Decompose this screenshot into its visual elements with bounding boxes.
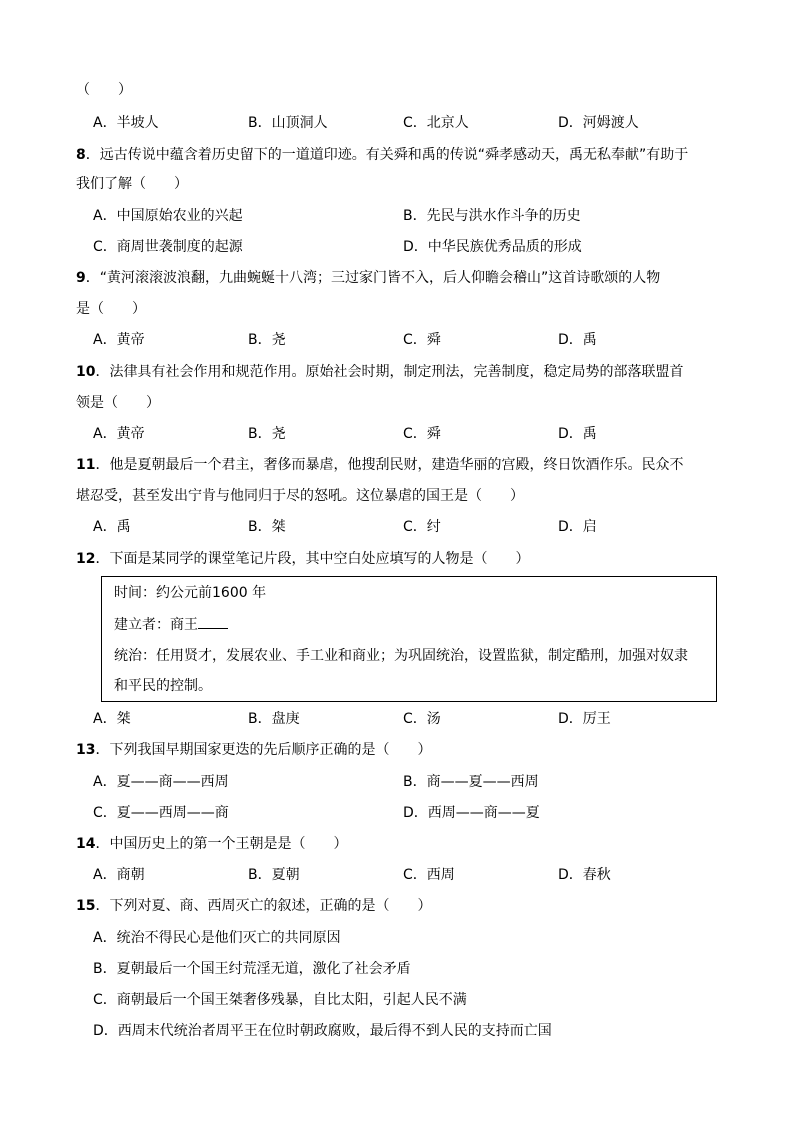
q15-stem-line1: ．下列对夏、商、西周灭亡的叙述，正确的是（ ） <box>95 898 432 914</box>
q12-option-b[interactable]: B．盘庚 <box>248 711 300 727</box>
q15-stem <box>76 896 431 916</box>
q14-option-a[interactable]: A．商朝 <box>93 867 145 883</box>
q14-stem <box>76 834 347 854</box>
q14-number: 14 <box>76 836 96 852</box>
q10-option-c[interactable]: C．舜 <box>403 426 441 442</box>
q8-stem <box>76 145 688 165</box>
note-rule-line2: 和平民的控制。 <box>114 678 212 694</box>
q11-option-a[interactable]: A．禹 <box>93 519 131 535</box>
q13-option-d[interactable]: D．西周——商——夏 <box>403 805 540 821</box>
q8-option-c[interactable]: C．商周世袭制度的起源 <box>93 239 243 255</box>
q9-option-c[interactable]: C．舜 <box>403 332 441 348</box>
q9-number: 9 <box>76 270 86 286</box>
q13-option-a[interactable]: A．夏——商——西周 <box>93 774 229 790</box>
q9-option-b[interactable]: B．尧 <box>248 332 286 348</box>
q15-option-b[interactable]: B．夏朝最后一个国王纣荒淫无道，激化了社会矛盾 <box>93 961 411 977</box>
q11-option-d[interactable]: D．启 <box>558 519 597 535</box>
q13-number: 13 <box>76 742 96 758</box>
q11-stem-line2: 堪忍受，甚至发出宁肯与他同归于尽的怒吼。这位暴虐的国王是（ ） <box>76 488 524 504</box>
q8-option-d[interactable]: D．中华民族优秀品质的形成 <box>403 239 582 255</box>
q7-option-b[interactable]: B．山顶洞人 <box>248 115 328 131</box>
q14-option-b[interactable]: B．夏朝 <box>248 867 300 883</box>
q7-bracket: （ ） <box>76 82 132 98</box>
note-founder-row <box>114 614 228 635</box>
q14-stem-line1: ．中国历史上的第一个王朝是是（ ） <box>95 836 348 852</box>
fill-in-blank[interactable] <box>198 614 228 629</box>
note-founder: 建立者：商王 <box>114 617 198 633</box>
q7-option-c[interactable]: C．北京人 <box>403 115 469 131</box>
q11-stem <box>76 455 683 475</box>
q12-option-d[interactable]: D．厉王 <box>558 711 611 727</box>
q8-number: 8 <box>76 147 86 163</box>
q11-number: 11 <box>76 457 96 473</box>
q14-option-d[interactable]: D．春秋 <box>558 867 611 883</box>
q8-stem-line2: 我们了解（ ） <box>76 176 188 192</box>
q8-option-b[interactable]: B．先民与洪水作斗争的历史 <box>403 208 581 224</box>
q10-number: 10 <box>76 364 96 380</box>
q12-option-a[interactable]: A．桀 <box>93 711 131 727</box>
q9-stem <box>76 268 660 288</box>
q10-option-d[interactable]: D．禹 <box>558 426 597 442</box>
q12-option-c[interactable]: C．汤 <box>403 711 441 727</box>
q12-stem <box>76 549 529 569</box>
q15-option-d[interactable]: D．西周末代统治者周平王在位时朝政腐败，最后得不到人民的支持而亡国 <box>93 1023 552 1039</box>
q7-option-a[interactable]: A．半坡人 <box>93 115 159 131</box>
q9-stem-line2: 是（ ） <box>76 301 146 317</box>
q13-option-c[interactable]: C．夏——西周——商 <box>93 805 229 821</box>
class-notes-box <box>101 576 717 702</box>
q9-option-d[interactable]: D．禹 <box>558 332 597 348</box>
q13-stem-line1: ．下列我国早期国家更迭的先后顺序正确的是（ ） <box>95 742 432 758</box>
q9-option-a[interactable]: A．黄帝 <box>93 332 145 348</box>
q7-option-d[interactable]: D．河姆渡人 <box>558 115 639 131</box>
q11-option-b[interactable]: B．桀 <box>248 519 286 535</box>
q12-stem-line1: ．下面是某同学的课堂笔记片段，其中空白处应填写的人物是（ ） <box>95 551 530 567</box>
q10-stem-line1: ．法律具有社会作用和规范作用。原始社会时期，制定刑法，完善制度，稳定局势的部落联盟首 <box>95 364 684 380</box>
q9-stem-line1: ．“黄河滚滚波浪翻，九曲蜿蜒十八湾；三过家门皆不入，后人仰瞻会稽山”这首诗歌颂的人物 <box>85 270 661 286</box>
q15-number: 15 <box>76 898 96 914</box>
q10-stem-line2: 领是（ ） <box>76 395 160 411</box>
q15-option-c[interactable]: C．商朝最后一个国王桀奢侈残暴，自比太阳，引起人民不满 <box>93 992 467 1008</box>
note-time: 时间：约公元前1600 年 <box>114 585 267 601</box>
q11-stem-line1: ．他是夏朝最后一个君主，奢侈而暴虐，他搜刮民财，建造华丽的宫殿，终日饮酒作乐。民众不 <box>95 457 684 473</box>
q10-option-a[interactable]: A．黄帝 <box>93 426 145 442</box>
q14-option-c[interactable]: C．西周 <box>403 867 455 883</box>
note-rule-line1: 统治：任用贤才，发展农业、手工业和商业；为巩固统治，设置监狱，制定酷刑，加强对奴隶 <box>114 648 688 664</box>
q15-option-a[interactable]: A．统治不得民心是他们灭亡的共同原因 <box>93 930 341 946</box>
q13-option-b[interactable]: B．商——夏——西周 <box>403 774 539 790</box>
q11-option-c[interactable]: C．纣 <box>403 519 441 535</box>
q12-number: 12 <box>76 551 96 567</box>
q10-option-b[interactable]: B．尧 <box>248 426 286 442</box>
q13-stem <box>76 740 431 760</box>
q8-stem-line1: ．远古传说中蕴含着历史留下的一道道印迹。有关舜和禹的传说“舜孝感动天，禹无私奉献”有助于 <box>85 147 689 163</box>
q8-option-a[interactable]: A．中国原始农业的兴起 <box>93 208 243 224</box>
q10-stem <box>76 362 683 382</box>
